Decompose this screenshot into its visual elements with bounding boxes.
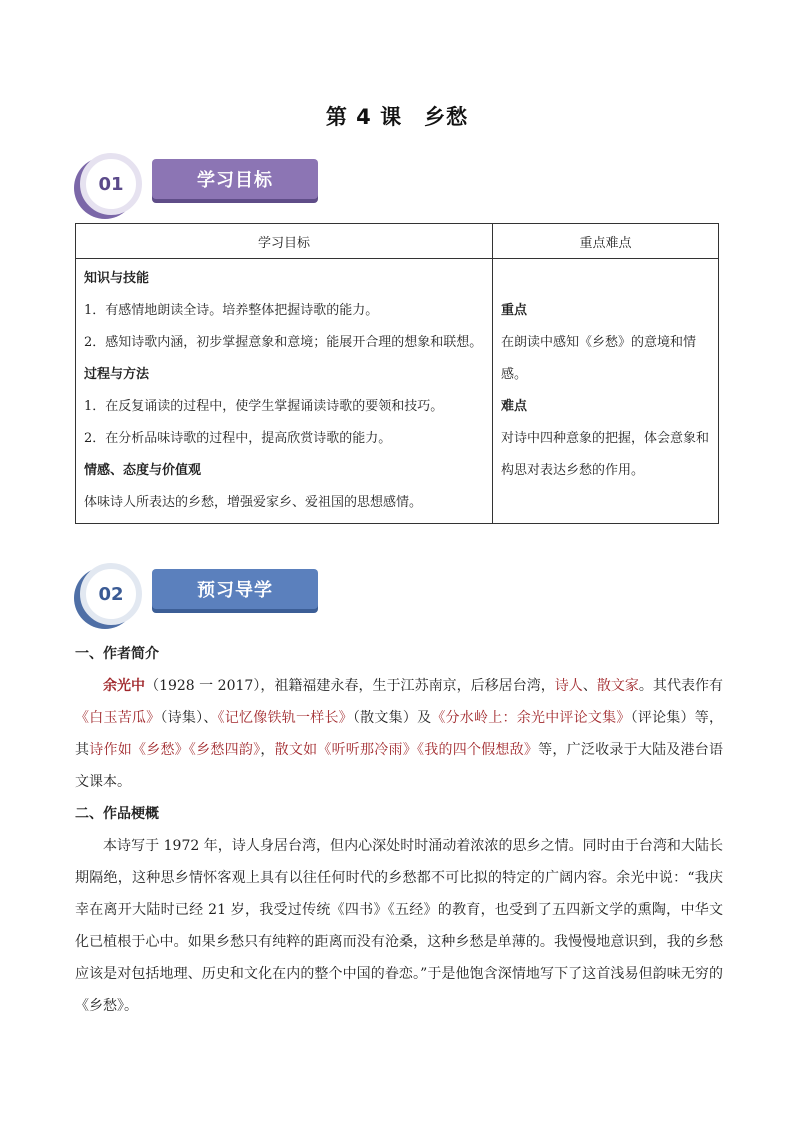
key-point-text: 在朗读中感知《乡愁》的意境和情感。 [501, 335, 697, 382]
text-span: （诗集）、 [160, 710, 218, 726]
text-span: （评论集）等，其 [75, 710, 724, 758]
section-header-preview [80, 563, 340, 627]
goal-item: 1．有感情地朗读全诗。培养整体把握诗歌的能力。 [84, 303, 379, 318]
work-summary-heading: 二、作品梗概 [75, 806, 159, 822]
goal-subheading: 情感、态度与价值观 [84, 463, 202, 478]
book-title: 《记忆像铁轨一样长》 [217, 710, 353, 726]
work-summary-paragraph: 本诗写于 1972 年，诗人身居台湾，但内心深处时时涌动着浓浓的思乡之情。同时由于台湾和大陆长期隔绝，这种思乡情怀客观上具有以往任何时代的乡愁都不可比拟的特定的广阔内容。余光中说：“我庆幸在离开大陆时已经 21 岁，我受过传统《四书》《五经》的教育，也受到了五四新文学的熏陶，中华文化已植根于心中。如果乡愁只有纯粹的距离而没有沧桑，这种乡愁是单薄的。我慢慢地意识到，我的乡愁应该是对包括地理、历史和文化在内的整个中国的眷恋。”于是他饱含深情地写下了这首浅易但韵味无穷的《乡愁》。 [75, 838, 723, 1014]
table-header-key-points: 重点难点 [493, 224, 719, 259]
book-title: 《分水岭上：余光中评论文集》 [431, 710, 631, 726]
section-number-badge: 02 [80, 563, 142, 625]
goals-cell [76, 259, 493, 524]
learning-goals-table [75, 223, 719, 524]
text-span: 等，广泛收录于大陆及港台语文课本。 [75, 742, 724, 790]
section-number-badge: 01 [80, 153, 142, 215]
goal-item: 1．在反复诵读的过程中，使学生掌握诵读诗歌的要领和技巧。 [84, 399, 444, 414]
text-span: 。其代表作有 [638, 678, 724, 694]
highlight-essayist: 散文家 [596, 678, 639, 694]
text-span: ， [260, 742, 275, 758]
essays-highlight: 散文如《听听那冷雨》《我的四个假想敌》 [274, 742, 539, 758]
section-title-banner: 预习导学 [152, 569, 318, 609]
text-span: 、 [582, 678, 597, 694]
key-point-heading: 重点 [501, 303, 528, 318]
difficulty-heading: 难点 [501, 399, 528, 414]
goal-subheading: 过程与方法 [84, 367, 150, 382]
text-span: （散文集）及 [352, 710, 432, 726]
highlight-poet: 诗人 [554, 678, 583, 694]
goal-subheading: 知识与技能 [84, 271, 150, 286]
goal-item: 2．感知诗歌内涵，初步掌握意象和意境；能展开合理的想象和联想。 [84, 335, 483, 350]
author-intro-paragraph [75, 670, 723, 798]
table-header-goals: 学习目标 [76, 224, 493, 259]
author-intro-heading: 一、作者简介 [75, 646, 159, 662]
goal-item: 2．在分析品味诗歌的过程中，提高欣赏诗歌的能力。 [84, 431, 392, 446]
text-span: （1928 一 2017），祖籍福建永春，生于江苏南京，后移居台湾， [145, 678, 555, 694]
author-name: 余光中 [103, 678, 146, 694]
key-points-cell [493, 259, 719, 524]
section-title-banner: 学习目标 [152, 159, 318, 199]
preview-content [75, 638, 723, 1022]
difficulty-text: 对诗中四种意象的把握，体会意象和构思对表达乡愁的作用。 [501, 431, 710, 478]
book-title: 《白玉苦瓜》 [75, 710, 161, 726]
poems-highlight: 诗作如《乡愁》《乡愁四韵》 [89, 742, 261, 758]
goal-item: 体味诗人所表达的乡愁，增强爱家乡、爱祖国的思想感情。 [84, 495, 423, 510]
page-title: 第 4 课 乡愁 [325, 105, 469, 129]
section-header-learning-goals [80, 153, 340, 217]
